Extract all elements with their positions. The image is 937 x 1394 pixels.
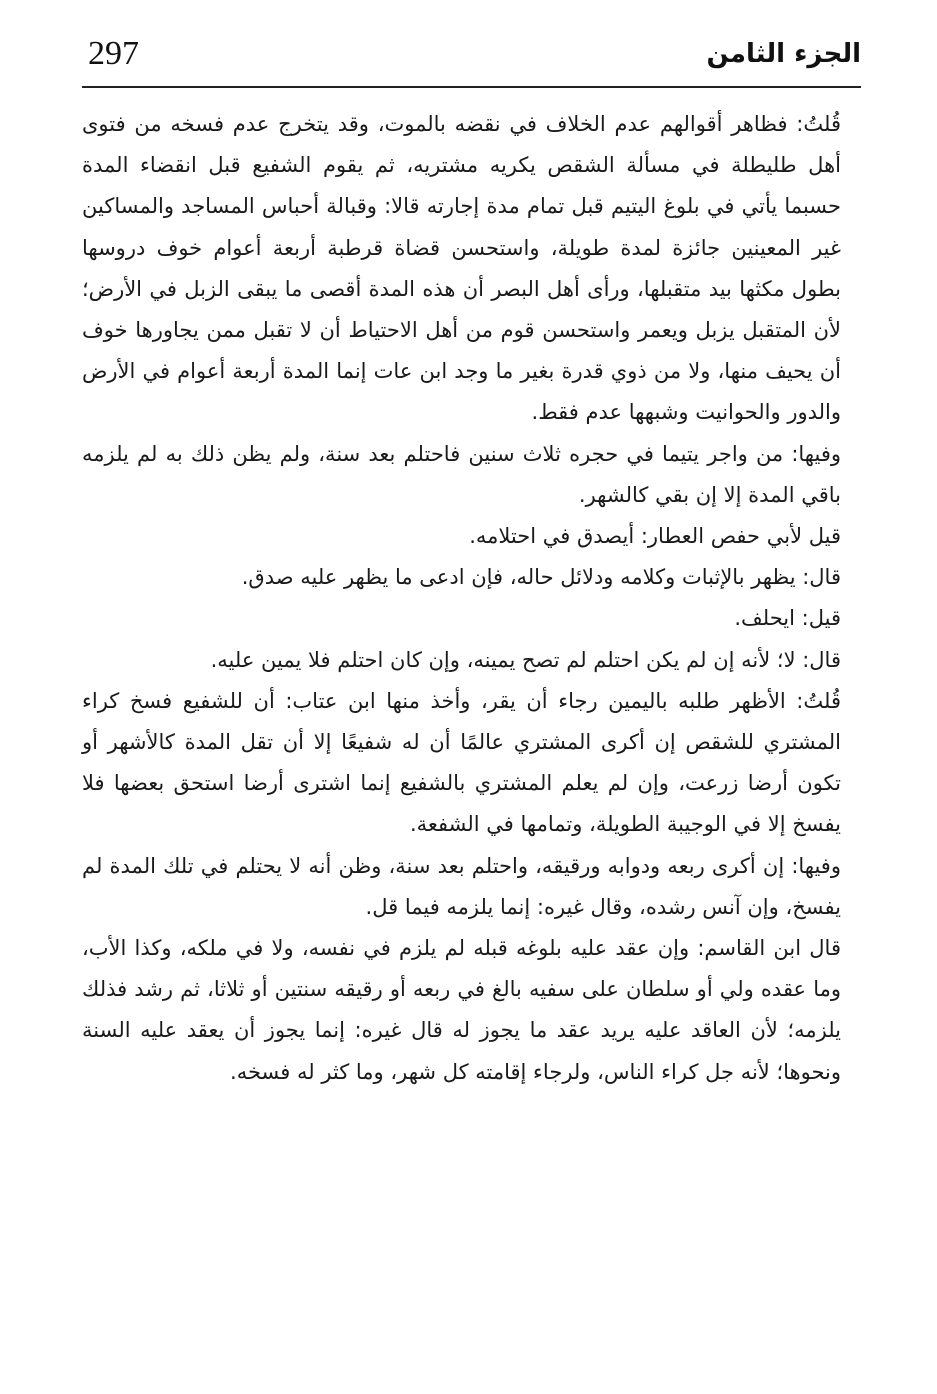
paragraph: قُلتُ: فظاهر أقوالهم عدم الخلاف في نقضه بالموت، وقد يتخرج عدم فسخه من فتوى أهل طليطلة في مسألة الشقص يكريه مشتريه، ثم يقوم الشفيع قبل انقضاء المدة حسبما يأتي في بلوغ اليتيم قبل تمام مدة إجارته قالا: وقبالة أحباس المساجد والمساكين غير المعينين جائزة لمدة طويلة، واستحسن قضاة قرطبة أربعة أعوام خوف دروسها بطول مكثها بيد متقبلها، ورأى أهل البصر أن هذه المدة أقصى ما يبقى الزبل في الأرض؛ لأن المتقبل يزبل ويعمر واستحسن قوم من أهل الاحتياط أن لا تقبل ممن يجاورها خوف أن يحيف منها، ولا من ذوي قدرة بغير ما وجد ابن عات إنما المدة أربعة أعوام في الأرض والدور والحوانيت وشبهها عدم فقط. [82,112,841,425]
volume-title: الجزء الثامن [706,39,861,69]
header-divider [82,86,861,88]
page-body [82,104,861,1093]
paragraph: وفيها: من واجر يتيما في حجره ثلاث سنين فاحتلم بعد سنة، ولم يظن ذلك به لم يلزمه باقي المدة إلا إن بقي كالشهر. [82,441,841,507]
page-number: 297 [88,35,139,72]
paragraph: قيل لأبي حفص العطار: أيصدق في احتلامه. [469,524,841,549]
page-header [82,30,861,88]
paragraph: قُلتُ: الأظهر طلبه باليمين رجاء أن يقر، وأخذ منها ابن عتاب: أن للشفيع فسخ كراء المشتري للشقص إن أكرى المشتري عالمًا أن له شفيعًا إلا أن تقل المدة كالأشهر أو تكون أرضا زرعت، وإن لم يعلم المشتري بالشفيع إنما اشترى أرضا استحق بعضها فلا يفسخ إلا في الوجيبة الطويلة، وتمامها في الشفعة. [82,688,841,837]
paragraph: وفيها: إن أكرى ربعه ودوابه ورقيقه، واحتلم بعد سنة، وظن أنه لا يحتلم في تلك المدة لم يفسخ، وإن آنس رشده، وقال غيره: إنما يلزمه فيما قل. [82,853,841,919]
paragraph: قال ابن القاسم: وإن عقد عليه بلوغه قبله لم يلزم في نفسه، ولا في ملكه، وكذا الأب، وما عقده ولي أو سلطان على سفيه بالغ في ربعه أو رقيقه سنتين أو ثلاثا، ثم رشد فذلك يلزمه؛ لأن العاقد عليه يريد عقد ما يجوز له قال غيره: إنما يجوز أن يعقد عليه السنة ونحوها؛ لأنه جل كراء الناس، ولرجاء إقامته كل شهر، وما كثر له فسخه. [82,936,841,1084]
paragraph: قيل: ايحلف. [734,606,841,631]
paragraph: قال: يظهر بالإثبات وكلامه ودلائل حاله، فإن ادعى ما يظهر عليه صدق. [241,565,841,590]
paragraph: قال: لا؛ لأنه إن لم يكن احتلم لم تصح يمينه، وإن كان احتلم فلا يمين عليه. [210,647,841,672]
